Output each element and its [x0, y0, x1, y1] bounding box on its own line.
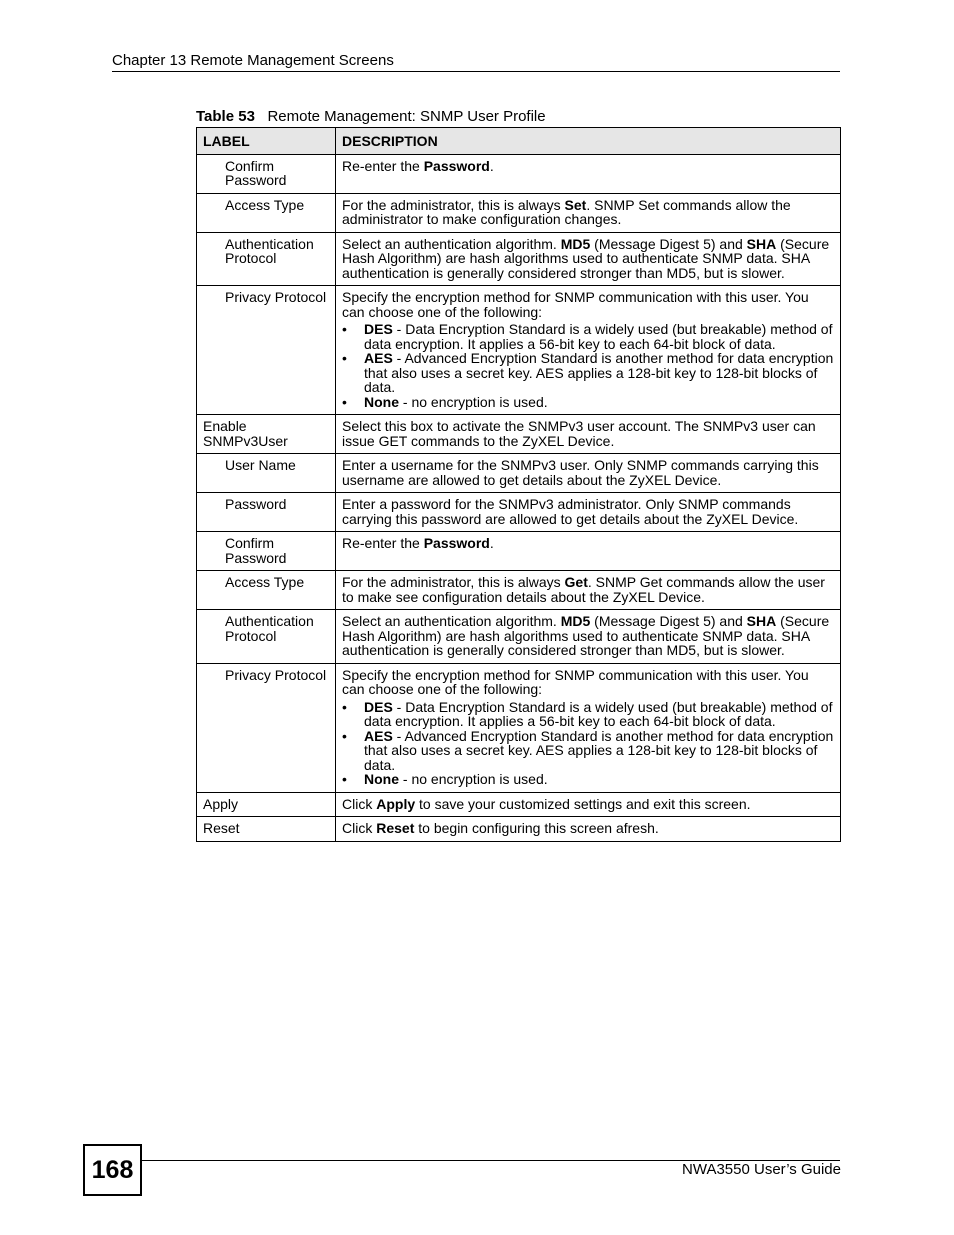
text-run: Select an authentication algorithm. [342, 235, 561, 252]
table-row [197, 792, 841, 817]
text-run: Enter a password for the SNMPv3 administrator. Only SNMP commands carrying this password are allowed to get details about the ZyXEL Device. [342, 496, 799, 527]
text-run: Specify the encryption method for SNMP communication with this user. You can choose one of the following: [342, 666, 809, 697]
row-description [336, 454, 841, 493]
row-label: Privacy Protocol [197, 286, 336, 415]
bold-term: Password [423, 535, 490, 551]
row-description [336, 610, 841, 664]
option-list [342, 700, 834, 787]
table-row [197, 493, 841, 532]
table-row [197, 454, 841, 493]
bold-term: MD5 [560, 613, 591, 629]
bold-term: DES [364, 698, 393, 715]
bold-term: AES [364, 727, 393, 744]
row-label: Authentication Protocol [197, 610, 336, 664]
text-run: For the administrator, this is always [342, 196, 565, 213]
row-label: Privacy Protocol [197, 663, 336, 792]
text-run: . SNMP Get commands allow the user to make see configuration details about the ZyXEL Device. [342, 574, 825, 605]
table-body [197, 154, 841, 841]
text-run: - no encryption is used. [399, 393, 548, 410]
text-run: Enter a username for the SNMPv3 user. Only SNMP commands carrying this username are allowed to get details about the ZyXEL Device. [342, 457, 819, 488]
list-item [342, 772, 834, 787]
table-row [197, 532, 841, 571]
guide-title: NWA3550 User’s Guide [682, 1161, 841, 1178]
list-item [342, 322, 834, 351]
row-label: Password [197, 493, 336, 532]
description-text [342, 497, 834, 526]
text-run: (Secure Hash Algorithm) are hash algorithms used to authenticate SNMP data. SHA authentication is generally considered stronger than MD5, but is slower. [342, 613, 830, 658]
description-column-header: DESCRIPTION [336, 128, 841, 155]
text-run: For the administrator, this is always [342, 574, 565, 590]
list-item [342, 700, 834, 729]
chapter-header: Chapter 13 Remote Management Screens [112, 52, 840, 72]
text-run: (Message Digest 5) and [590, 235, 747, 252]
bold-term: Reset [376, 820, 415, 836]
text-run: to begin configuring this screen afresh. [414, 820, 659, 836]
description-text [342, 821, 834, 836]
text-run: . [489, 535, 494, 551]
bold-term: None [364, 771, 399, 787]
row-label: Access Type [197, 571, 336, 610]
row-description [336, 232, 841, 286]
row-description [336, 532, 841, 571]
list-item [342, 729, 834, 773]
row-label: Confirm Password [197, 532, 336, 571]
row-description [336, 193, 841, 232]
text-run: Select this box to activate the SNMPv3 user account. The SNMPv3 user can issue GET commands to the ZyXEL Device. [342, 418, 816, 449]
table-caption [196, 108, 546, 125]
text-run: Specify the encryption method for SNMP communication with this user. You can choose one of the following: [342, 289, 809, 320]
text-run: Click [342, 795, 377, 812]
row-description [336, 663, 841, 792]
table-row [197, 415, 841, 454]
bold-term: SHA [746, 235, 777, 252]
bold-term: MD5 [560, 235, 591, 252]
table-row [197, 193, 841, 232]
bold-term: Apply [376, 795, 416, 812]
description-text [342, 668, 834, 697]
table-row [197, 817, 841, 842]
description-text [342, 419, 834, 448]
page-number: 168 [83, 1144, 142, 1196]
bold-term: None [364, 393, 399, 410]
list-item [342, 395, 834, 410]
table-row [197, 571, 841, 610]
text-run: - Advanced Encryption Standard is another method for data encryption that also uses a secret key. AES applies a 128-bit key to 128-bit blocks of data. [364, 350, 834, 395]
table-row [197, 663, 841, 792]
row-description [336, 493, 841, 532]
text-run: . SNMP Set commands allow the administrator to make configuration changes. [342, 196, 791, 227]
text-run: Click [342, 820, 377, 836]
text-run: Re-enter the [342, 535, 424, 551]
table-title: Remote Management: SNMP User Profile [267, 108, 546, 125]
bold-term: AES [364, 350, 393, 366]
bold-term: DES [364, 321, 393, 337]
text-run: . [489, 157, 494, 174]
row-label: Authentication Protocol [197, 232, 336, 286]
description-text [342, 159, 834, 174]
list-item [342, 351, 834, 395]
bold-term: Get [564, 574, 588, 590]
table-row [197, 232, 841, 286]
snmp-user-profile-table [196, 127, 841, 842]
label-column-header: LABEL [197, 128, 336, 155]
description-text [342, 237, 834, 281]
row-label: Reset [197, 817, 336, 842]
description-text [342, 614, 834, 658]
description-text [342, 290, 834, 319]
bold-term: Set [564, 196, 587, 213]
text-run: - Advanced Encryption Standard is another method for data encryption that also uses a secret key. AES applies a 128-bit key to 128-bit blocks of data. [364, 727, 834, 773]
description-text [342, 536, 834, 551]
bold-term: SHA [746, 613, 777, 629]
row-label: Apply [197, 792, 336, 817]
bold-term: Password [423, 157, 490, 174]
row-label: User Name [197, 454, 336, 493]
row-description [336, 792, 841, 817]
description-text [342, 797, 834, 812]
text-run: - Data Encryption Standard is a widely used (but breakable) method of data encryption. It applies a 56-bit key to each 64-bit block of data. [364, 698, 833, 729]
text-run: to save your customized settings and exit this screen. [415, 795, 751, 812]
text-run: Select an authentication algorithm. [342, 613, 561, 629]
row-label: Enable SNMPv3User [197, 415, 336, 454]
text-run: - Data Encryption Standard is a widely used (but breakable) method of data encryption. It applies a 56-bit key to each 64-bit block of data. [364, 321, 833, 352]
description-text [342, 458, 834, 487]
text-run: Re-enter the [342, 157, 424, 174]
table-row [197, 610, 841, 664]
text-run: (Message Digest 5) and [590, 613, 747, 629]
row-description [336, 286, 841, 415]
row-label: Confirm Password [197, 154, 336, 193]
description-text [342, 198, 834, 227]
row-description [336, 571, 841, 610]
table-row [197, 154, 841, 193]
table-header-row [197, 128, 841, 155]
text-run: - no encryption is used. [399, 771, 548, 787]
table-row [197, 286, 841, 415]
row-description [336, 817, 841, 842]
row-description [336, 154, 841, 193]
table-number: Table 53 [196, 108, 255, 125]
text-run: (Secure Hash Algorithm) are hash algorithms used to authenticate SNMP data. SHA authentication is generally considered stronger than MD5, but is slower. [342, 235, 830, 281]
option-list [342, 322, 834, 409]
row-description [336, 415, 841, 454]
description-text [342, 575, 834, 604]
row-label: Access Type [197, 193, 336, 232]
